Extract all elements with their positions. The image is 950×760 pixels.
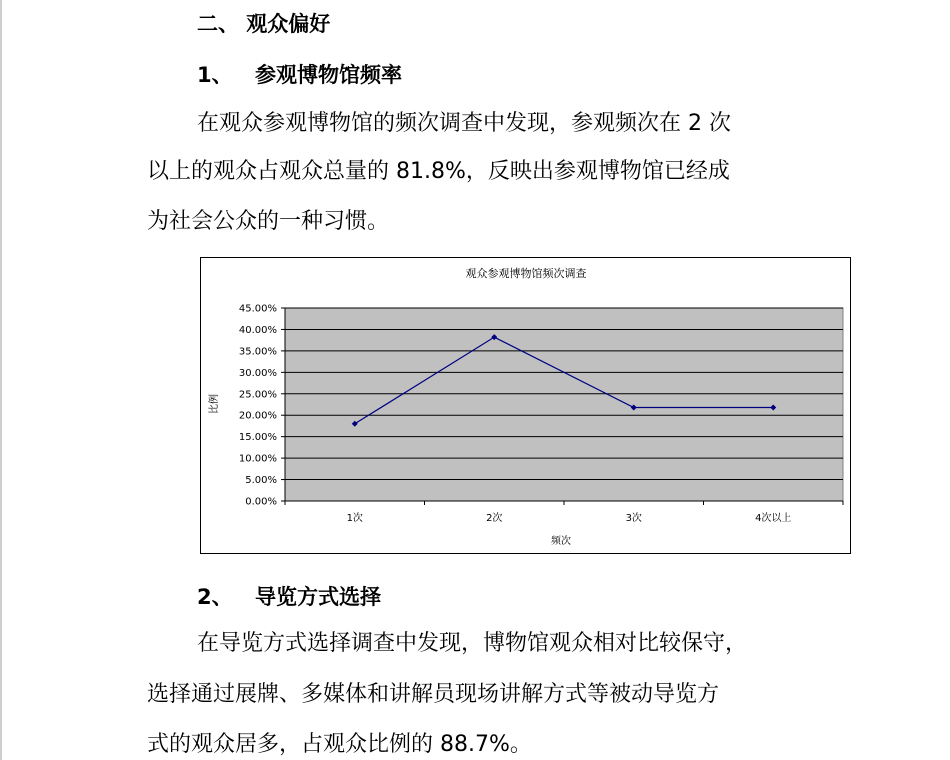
subsection-heading-2: [197, 584, 381, 610]
subsection-number: 1、: [197, 63, 233, 87]
subsection-heading-1: [197, 62, 402, 88]
subsection-title: 参观博物馆频率: [255, 63, 402, 87]
x-tick-label: 2次: [486, 513, 503, 524]
x-tick-label: 3次: [625, 513, 642, 524]
paragraph-line: 选择通过展牌、多媒体和讲解员现场讲解方式等被动导览方: [147, 682, 720, 707]
y-tick-label: 25.00%: [238, 389, 277, 401]
y-tick-label: 0.00%: [245, 496, 277, 508]
y-tick-label: 40.00%: [238, 324, 277, 336]
paragraph-line: 以上的观众占观众总量的 81.8%，反映出参观博物馆已经成: [147, 159, 730, 184]
section-heading: [197, 11, 330, 37]
paragraph-line: 为社会公众的一种习惯。: [147, 209, 390, 234]
y-tick-label: 45.00%: [238, 303, 277, 315]
x-tick-label: 1次: [346, 513, 363, 524]
x-axis-label: 频次: [551, 536, 571, 547]
chart-canvas: [201, 258, 852, 555]
y-tick-label: 35.00%: [238, 346, 277, 358]
y-axis-label: 比例: [209, 394, 220, 414]
page-edge: [0, 0, 2, 760]
y-tick-label: 20.00%: [238, 410, 277, 422]
chart-title: 观众参观博物馆频次调查: [465, 267, 587, 280]
section-heading-text: 二、 观众偏好: [197, 12, 331, 36]
y-tick-label: 5.00%: [245, 475, 277, 487]
subsection-number: 2、: [197, 585, 233, 609]
x-tick-label: 4次以上: [755, 513, 792, 524]
paragraph-line: 在观众参观博物馆的频次调查中发现，参观频次在 2 次: [197, 111, 731, 136]
plot-area: [285, 308, 843, 501]
paragraph-line: 式的观众居多，占观众比例的 88.7%。: [147, 732, 532, 757]
y-tick-label: 10.00%: [238, 453, 277, 465]
paragraph-line: 在导览方式选择调查中发现，博物馆观众相对比较保守，: [197, 631, 748, 656]
subsection-title: 导览方式选择: [255, 585, 381, 609]
y-tick-label: 30.00%: [238, 367, 277, 379]
y-tick-label: 15.00%: [238, 432, 277, 444]
line-chart: [200, 257, 851, 554]
